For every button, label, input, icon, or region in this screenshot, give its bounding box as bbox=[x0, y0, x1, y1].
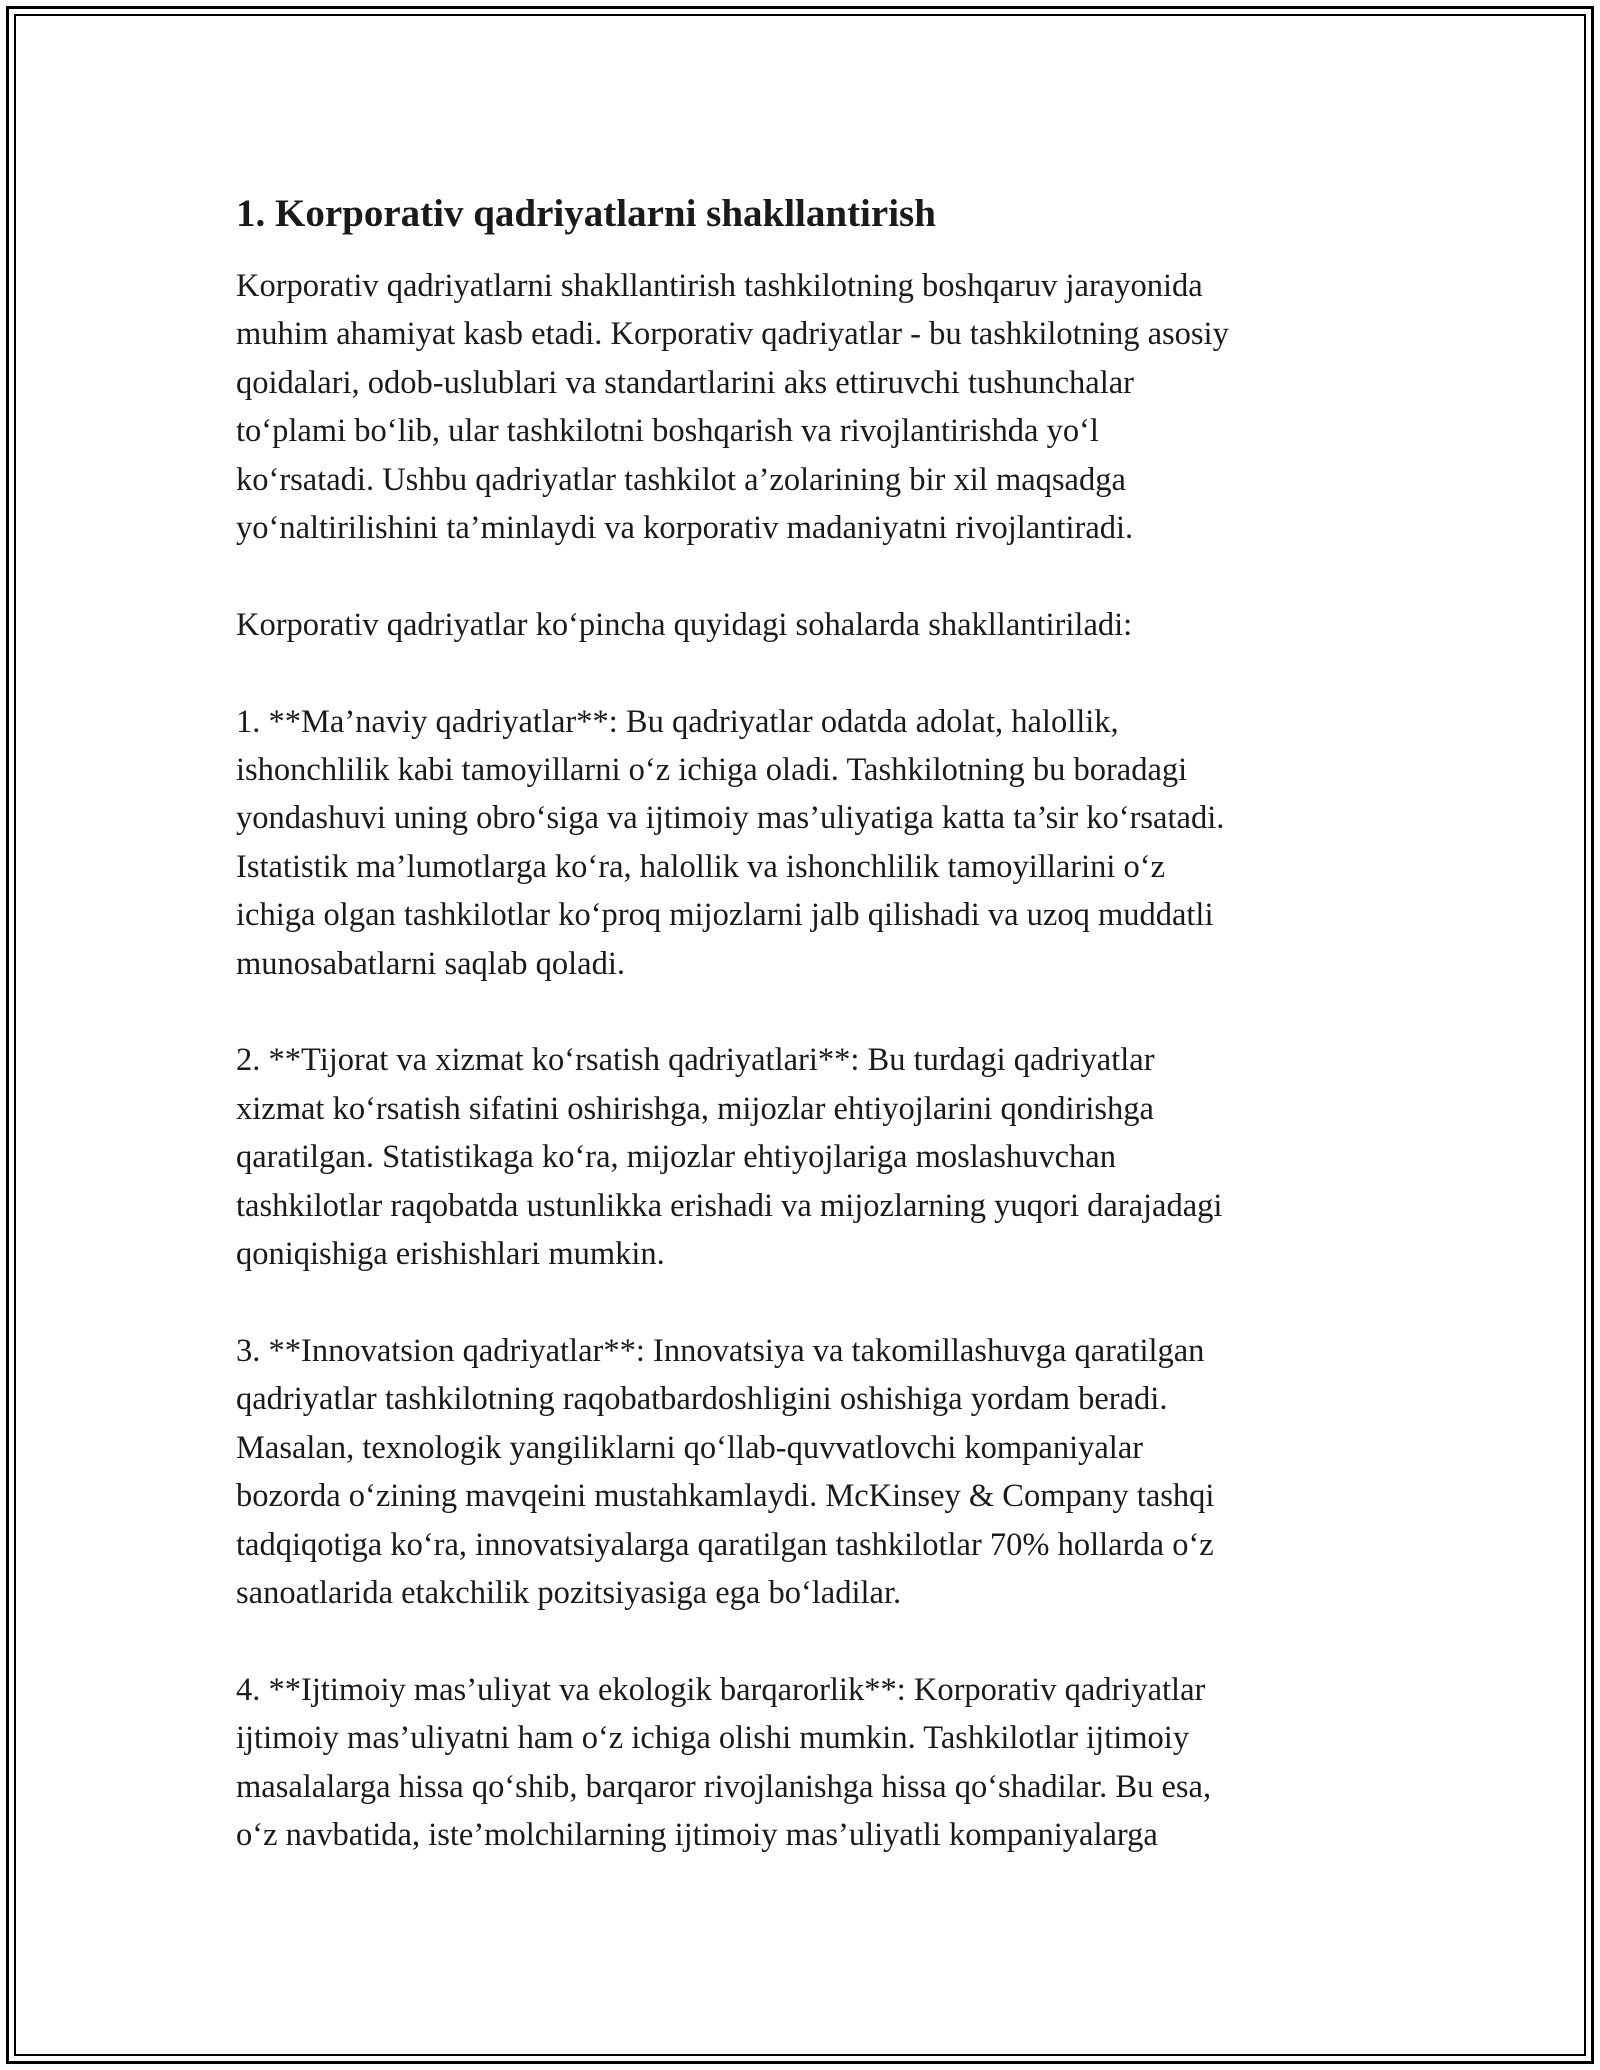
text-line: Masalan, texnologik yangiliklarni qo‘llab-quvvatlovchi kompaniyalar bbox=[236, 1429, 1144, 1466]
body-paragraph bbox=[236, 698, 1386, 988]
section-heading: 1. Korporativ qadriyatlarni shakllantirish bbox=[236, 192, 936, 235]
document-page bbox=[236, 186, 1386, 1859]
text-line: ichiga olgan tashkilotlar ko‘proq mijozlarni jalb qilishadi va uzoq muddatli bbox=[236, 897, 1214, 934]
text-line: qoidalari, odob-uslublari va standartlarini aks ettiruvchi tushunchalar bbox=[236, 364, 1135, 401]
text-line: xizmat ko‘rsatish sifatini oshirishga, mijozlar ehtiyojlarini qondirishga bbox=[236, 1090, 1154, 1127]
text-line: Korporativ qadriyatlarni shakllantirish tashkilotning boshqaruv jarayonida bbox=[236, 268, 1203, 304]
text-line: qaratilgan. Statistikaga ko‘ra, mijozlar ehtiyojlariga moslashuvchan bbox=[236, 1139, 1116, 1176]
text-line: masalalarga hissa qo‘shib, barqaror rivojlanishga hissa qo‘shadilar. Bu esa, bbox=[236, 1768, 1212, 1805]
text-line: munosabatlarni saqlab qoladi. bbox=[236, 945, 626, 982]
body-paragraph bbox=[236, 1327, 1386, 1617]
body-paragraph bbox=[236, 262, 1386, 552]
text-line: bozorda o‘zining mavqeini mustahkamlaydi. McKinsey & Company tashqi bbox=[236, 1478, 1215, 1515]
text-line: 2. **Tijorat va xizmat ko‘rsatish qadriyatlari**: Bu turdagi qadriyatlar bbox=[236, 1042, 1155, 1079]
text-line: qadriyatlar tashkilotning raqobatbardoshligini oshishiga yordam beradi. bbox=[236, 1381, 1168, 1418]
text-line: qoniqishiga erishishlari mumkin. bbox=[236, 1236, 665, 1273]
text-line: sanoatlarida etakchilik pozitsiyasiga ega bo‘ladilar. bbox=[236, 1574, 902, 1611]
text-line: 3. **Innovatsion qadriyatlar**: Innovatsiya va takomillashuvga qaratilgan bbox=[236, 1332, 1205, 1369]
text-line: muhim ahamiyat kasb etadi. Korporativ qadriyatlar - bu tashkilotning asosiy bbox=[236, 316, 1229, 353]
text-line: yondashuvi uning obro‘siga va ijtimoiy mas’uliyatiga katta ta’sir ko‘rsatadi. bbox=[236, 800, 1225, 837]
text-line: tashkilotlar raqobatda ustunlikka erishadi va mijozlarning yuqori darajadagi bbox=[236, 1187, 1223, 1224]
text-line: ko‘rsatadi. Ushbu qadriyatlar tashkilot a’zolarining bir xil maqsadga bbox=[236, 461, 1126, 498]
text-line: ijtimoiy mas’uliyatni ham o‘z ichiga olishi mumkin. Tashkilotlar ijtimoiy bbox=[236, 1720, 1190, 1757]
text-line: 1. **Ma’naviy qadriyatlar**: Bu qadriyatlar odatda adolat, halollik, bbox=[236, 703, 1119, 740]
body-paragraph bbox=[236, 601, 1386, 649]
text-line: to‘plami bo‘lib, ular tashkilotni boshqarish va rivojlantirishda yo‘l bbox=[236, 413, 1099, 450]
text-line: tadqiqotiga ko‘ra, innovatsiyalarga qaratilgan tashkilotlar 70% hollarda o‘z bbox=[236, 1526, 1214, 1563]
document-body bbox=[236, 262, 1386, 1859]
text-line: yo‘naltirilishini ta’minlaydi va korporativ madaniyatni rivojlantiradi. bbox=[236, 510, 1134, 547]
text-line: Korporativ qadriyatlar ko‘pincha quyidagi sohalarda shakllantiriladi: bbox=[236, 606, 1133, 643]
text-line: Istatistik ma’lumotlarga ko‘ra, halollik va ishonchlilik tamoyillarini o‘z bbox=[236, 848, 1166, 885]
text-line: ishonchlilik kabi tamoyillarni o‘z ichiga oladi. Tashkilotning bu boradagi bbox=[236, 752, 1188, 789]
body-paragraph bbox=[236, 1666, 1386, 1860]
text-line: 4. **Ijtimoiy mas’uliyat va ekologik barqarorlik**: Korporativ qadriyatlar bbox=[236, 1671, 1206, 1708]
text-line: o‘z navbatida, iste’molchilarning ijtimoiy mas’uliyatli kompaniyalarga bbox=[236, 1816, 1158, 1853]
body-paragraph bbox=[236, 1036, 1386, 1278]
